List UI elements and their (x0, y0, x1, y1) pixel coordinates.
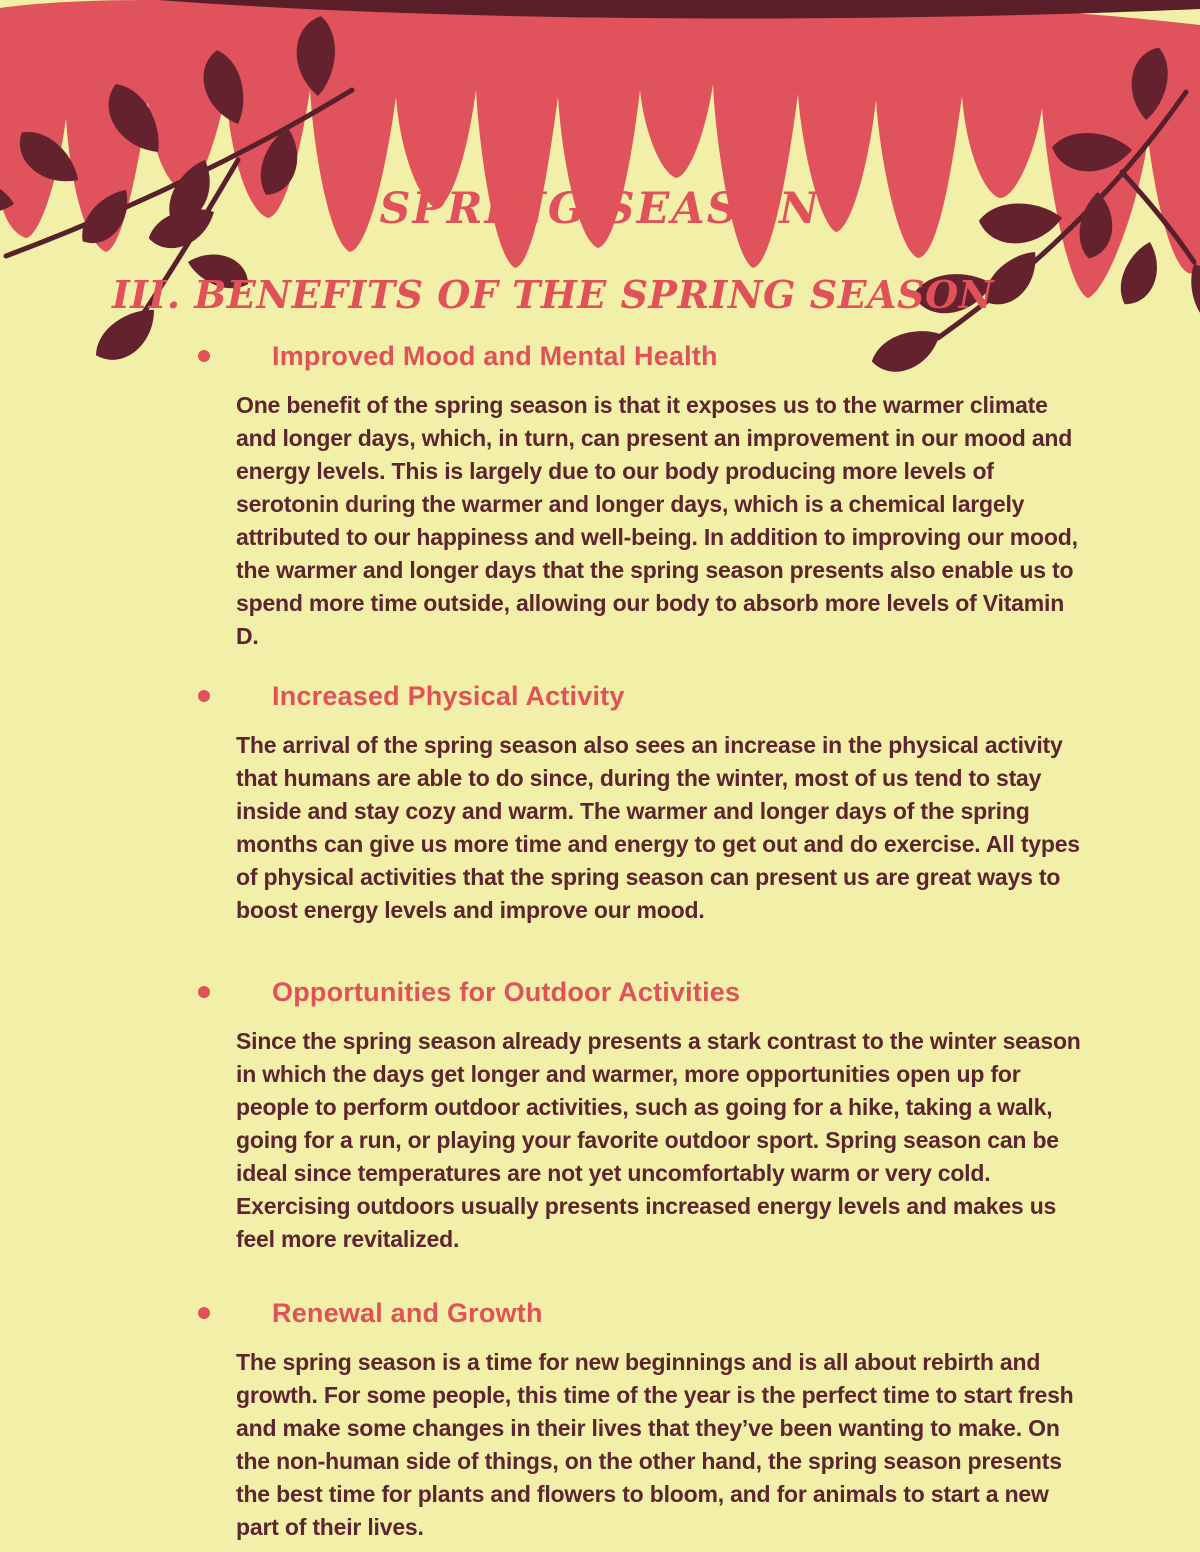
bullet-heading: Opportunities for Outdoor Activities (272, 976, 741, 1007)
bullet-row (198, 973, 1200, 1011)
bullet-row (198, 1294, 1200, 1332)
bullet-row (198, 337, 1200, 375)
bullet-section-mood (0, 337, 1200, 653)
content-area (0, 272, 1200, 1544)
bullet-body: One benefit of the spring season is that it exposes us to the warmer climate and longer days, which, in turn, can present an improvement in our mood and energy levels. This is largely due to our body producing more levels of serotonin during the warmer and longer days, which is a chemical largely attributed to our happiness and well-being. In addition to improving our mood, the warmer and longer days that the spring season presents also enable us to spend more time outside, allowing our body to absorb more levels of Vitamin D. (236, 392, 1078, 649)
bullet-body: The spring season is a time for new beginnings and is all about rebirth and growth. For some people, this time of the year is the perfect time to start fresh and make some changes in their lives that they’ve been wanting to make. On the non-human side of things, on the other hand, the spring season presents the best time for plants and flowers to bloom, and for animals to start a new part of their lives. (236, 1349, 1074, 1540)
bullet-body: The arrival of the spring season also sees an increase in the physical activity that humans are able to do since, during the winter, most of us tend to stay inside and stay cozy and warm. The warmer and longer days of the spring months can give us more time and energy to get out and do exercise. All types of physical activities that the spring season can present us are great ways to boost energy levels and improve our mood. (236, 732, 1080, 923)
bullet-icon (198, 1307, 210, 1319)
bullet-body: Since the spring season already presents a stark contrast to the winter season in which the days get longer and warmer, more opportunities open up for people to perform outdoor activities, such as going for a hike, taking a walk, going for a run, or playing your favorite outdoor sport. Spring season can be ideal since temperatures are not yet uncomfortably warm or very cold. Exercising outdoors usually presents increased energy levels and makes us feel more revitalized. (236, 1028, 1081, 1252)
page-title: SPRING SEASON (379, 184, 821, 234)
bullet-row (198, 677, 1200, 715)
bullet-heading: Increased Physical Activity (272, 680, 625, 711)
bullet-heading: Improved Mood and Mental Health (272, 340, 718, 371)
bullet-icon (198, 986, 210, 998)
bullet-section-outdoor (0, 973, 1200, 1256)
bullet-section-renewal (0, 1294, 1200, 1544)
section-heading: III. BENEFITS OF THE SPRING SEASON (112, 272, 994, 317)
bullet-icon (198, 350, 210, 362)
bullet-icon (198, 690, 210, 702)
bullet-section-activity (0, 677, 1200, 927)
bullet-heading: Renewal and Growth (272, 1297, 543, 1328)
